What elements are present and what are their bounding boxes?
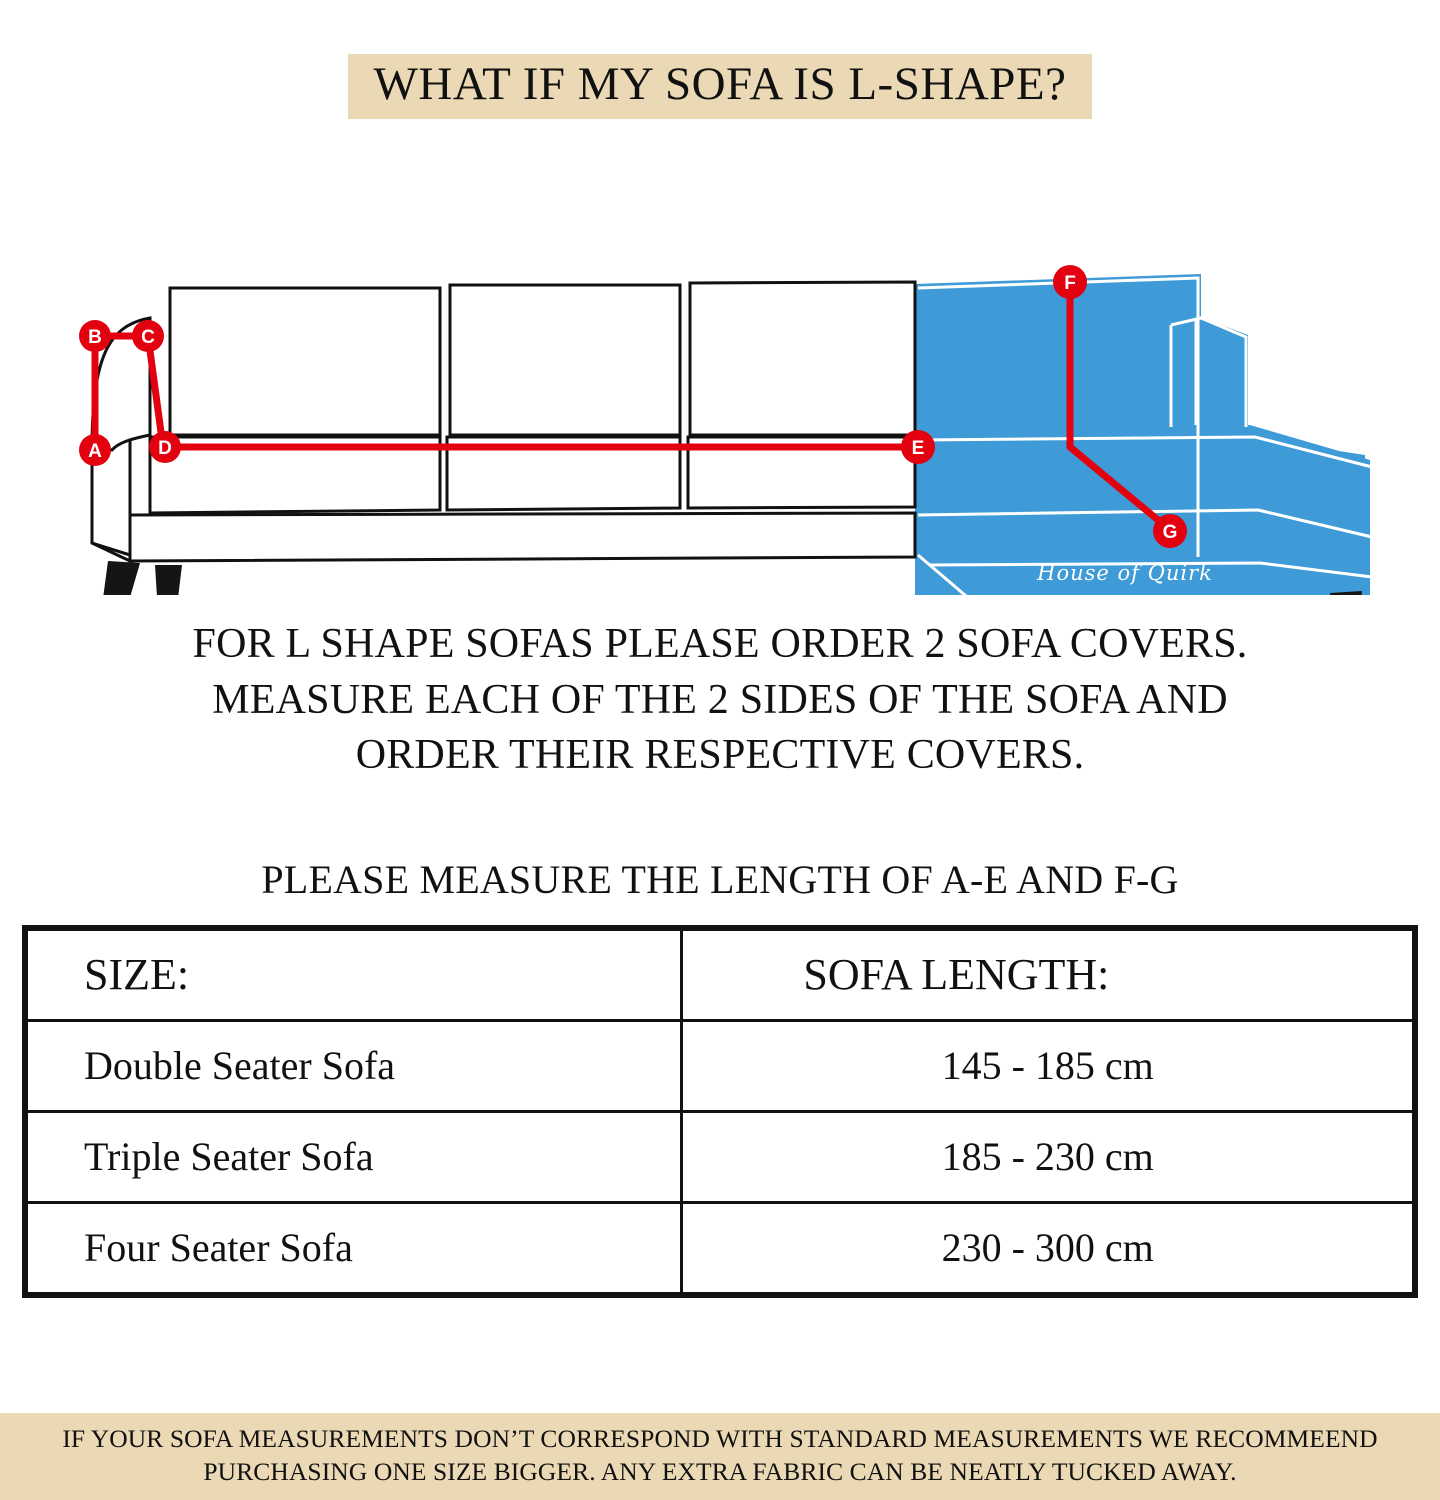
main-sofa-section: [92, 282, 915, 595]
instructions-block: [0, 617, 1440, 783]
row-length-four: 230 - 300 cm: [682, 1202, 1414, 1293]
row-size-double: Double Seater Sofa: [27, 1020, 682, 1111]
page-title: WHAT IF MY SOFA IS L-SHAPE?: [348, 54, 1093, 119]
point-label-d: D: [158, 438, 172, 460]
table-row: [27, 1020, 1414, 1111]
point-label-a: A: [88, 441, 102, 463]
instructions-line-3: ORDER THEIR RESPECTIVE COVERS.: [355, 732, 1085, 779]
point-label-e: E: [911, 438, 925, 460]
footer-note: [0, 1413, 1440, 1500]
chaise-section: [915, 275, 1372, 595]
point-label-g: G: [1162, 522, 1178, 544]
table-row: [27, 1111, 1414, 1202]
measure-note: PLEASE MEASURE THE LENGTH OF A-E AND F-G: [261, 856, 1179, 902]
brand-watermark: House of Quirk: [1037, 561, 1213, 586]
table-header-size: SIZE:: [27, 929, 682, 1020]
row-length-double: 145 - 185 cm: [682, 1020, 1414, 1111]
row-size-triple: Triple Seater Sofa: [27, 1111, 682, 1202]
row-size-four: Four Seater Sofa: [27, 1202, 682, 1293]
table-row: [27, 1202, 1414, 1293]
sofa-diagram: [0, 125, 1440, 595]
title-banner: [0, 0, 1440, 119]
point-label-b: B: [88, 327, 102, 349]
size-chart: [22, 925, 1418, 1298]
table-header-length: SOFA LENGTH:: [682, 929, 1414, 1020]
instructions-line-1: FOR L SHAPE SOFAS PLEASE ORDER 2 SOFA COVERS.: [192, 621, 1248, 668]
row-length-triple: 185 - 230 cm: [682, 1111, 1414, 1202]
footer-line-2: PURCHASING ONE SIZE BIGGER. ANY EXTRA FABRIC CAN BE NEATLY TUCKED AWAY.: [203, 1456, 1237, 1486]
point-label-f: F: [1064, 273, 1076, 295]
instructions-line-2: MEASURE EACH OF THE 2 SIDES OF THE SOFA AND: [212, 676, 1228, 723]
point-label-c: C: [141, 327, 155, 349]
table-header-row: [27, 929, 1414, 1020]
footer-line-1: IF YOUR SOFA MEASUREMENTS DON’T CORRESPOND WITH STANDARD MEASUREMENTS WE RECOMMEEND: [62, 1423, 1378, 1453]
